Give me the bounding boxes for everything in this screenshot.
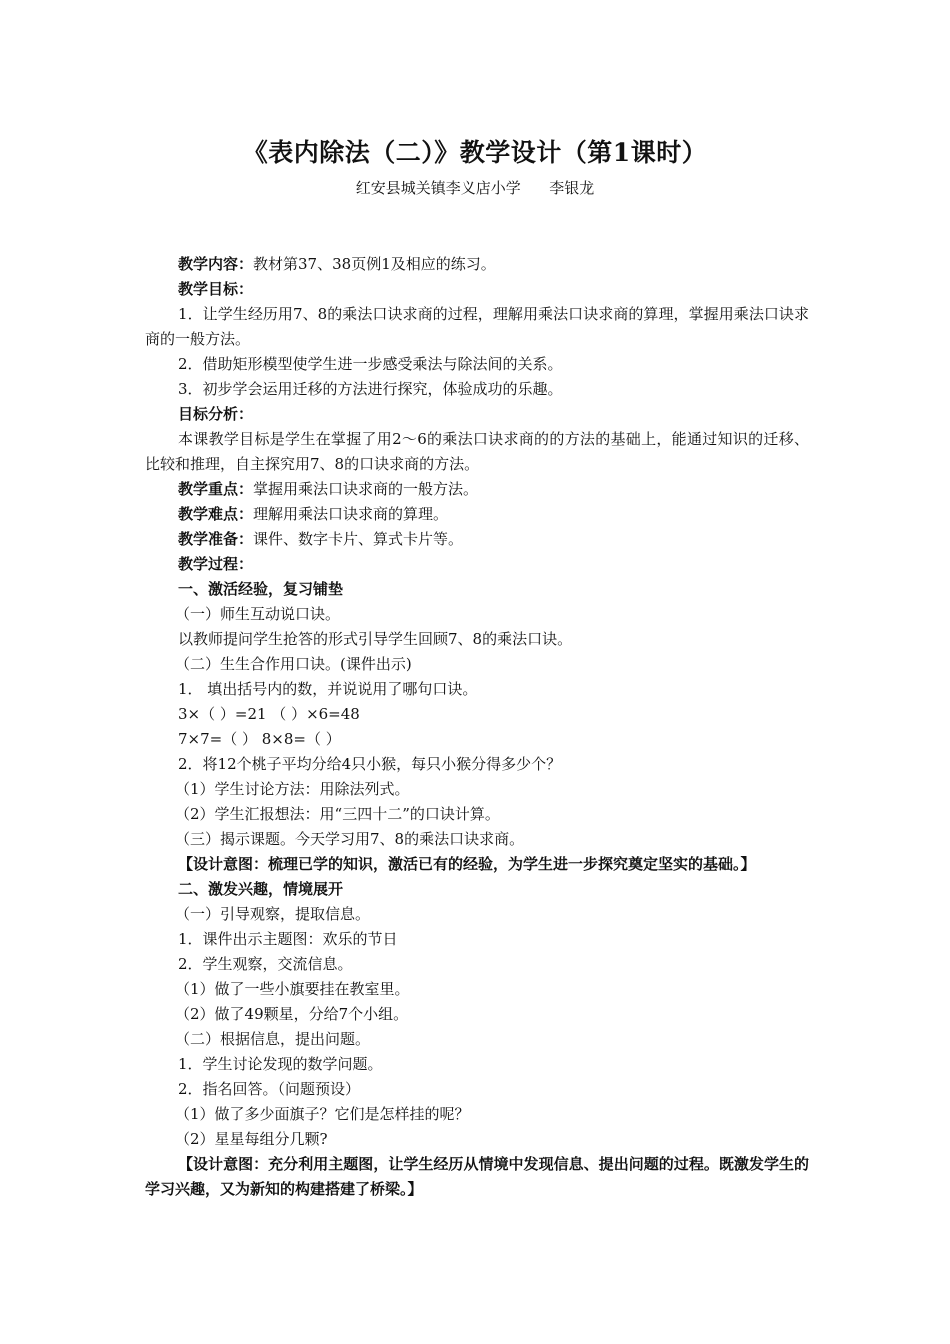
step-1-2: （二）生生合作用口诀。(课件出示): [175, 655, 412, 673]
difficulty-label: 教学难点：: [178, 505, 254, 523]
key-points-label: 教学重点：: [178, 480, 254, 498]
step-2-2-item-2: 2．指名回答。（问题预设）: [178, 1080, 361, 1098]
document-author: 红安县城关镇李义店小学 李银龙: [355, 179, 595, 197]
task-2-step-2: （2）学生汇报想法：用“三四十二”的口诀计算。: [175, 805, 500, 823]
step-1-1-text: 以教师提问学生抢答的形式引导学生回顾7、8的乘法口诀。: [178, 630, 573, 648]
step-2-2: （二）根据信息，提出问题。: [175, 1030, 371, 1048]
question-1: （1）做了多少面旗子？它们是怎样挂的呢？: [175, 1105, 470, 1123]
section-2-heading: 二、激发兴趣，情境展开: [178, 880, 344, 898]
step-2-1-item-2: 2．学生观察，交流信息。: [178, 955, 353, 973]
key-points-text: 掌握用乘法口诀求商的一般方法。: [253, 480, 479, 498]
question-2: （2）星星每组分几颗?: [175, 1130, 328, 1148]
task-2: 2．将12个桃子平均分给4只小猴，每只小猴分得多少个？: [178, 755, 562, 773]
task-1: 1． 填出括号内的数，并说说用了哪句口诀。: [178, 680, 478, 698]
info-2: （2）做了49颗星，分给7个小组。: [175, 1005, 409, 1023]
info-1: （1）做了一些小旗要挂在教室里。: [175, 980, 410, 998]
teaching-content-text: 教材第37、38页例1及相应的练习。: [253, 255, 496, 273]
design-intent-1: 【设计意图：梳理已学的知识，激活已有的经验，为学生进一步探究奠定坚实的基础。】: [178, 855, 756, 873]
preparation-line: [145, 527, 809, 552]
goal-1: 1．让学生经历用7、8的乘法口诀求商的过程，理解用乘法口诀求商的算理，掌握用乘法口诀求商的一般方法。: [145, 305, 809, 348]
section-1-heading: 一、激活经验，复习铺垫: [178, 580, 344, 598]
teaching-content-label: 教学内容：: [178, 255, 254, 273]
preparation-label: 教学准备：: [178, 530, 254, 548]
step-2-1: （一）引导观察，提取信息。: [175, 905, 371, 923]
difficulty-text: 理解用乘法口诀求商的算理。: [253, 505, 449, 523]
key-points-line: [145, 477, 809, 502]
equations-row-1: 3×（ ）=21 （ ）×6=48: [178, 705, 360, 723]
teaching-content-line: [145, 252, 809, 277]
step-1-3: （三）揭示课题。今天学习用7、8的乘法口诀求商。: [175, 830, 525, 848]
difficulty-line: [145, 502, 809, 527]
goal-analysis-heading: 目标分析：: [178, 405, 254, 423]
document-body: [145, 252, 809, 1202]
design-intent-2: 【设计意图：充分利用主题图，让学生经历从情境中发现信息、提出问题的过程。既激发学生的学习兴趣，又为新知的构建搭建了桥梁。】: [145, 1155, 809, 1198]
step-1-1: （一）师生互动说口诀。: [175, 605, 341, 623]
task-2-step-1: （1）学生讨论方法：用除法列式。: [175, 780, 410, 798]
teaching-goals-heading: 教学目标：: [178, 280, 254, 298]
goal-analysis-text: 本课教学目标是学生在掌握了用2～6的乘法口诀求商的的方法的基础上，能通过知识的迁移、比较和推理，自主探究用7、8的口诀求商的方法。: [145, 430, 809, 473]
step-2-2-item-1: 1．学生讨论发现的数学问题。: [178, 1055, 383, 1073]
goal-2: 2．借助矩形模型使学生进一步感受乘法与除法间的关系。: [178, 355, 563, 373]
goal-3: 3．初步学会运用迁移的方法进行探究，体验成功的乐趣。: [178, 380, 563, 398]
step-2-1-item-1: 1．课件出示主题图：欢乐的节日: [178, 930, 398, 948]
document-title: 《表内除法（二）》教学设计（第1课时）: [242, 138, 708, 167]
preparation-text: 课件、数字卡片、算式卡片等。: [253, 530, 464, 548]
equations-row-2: 7×7=（ ） 8×8=（ ）: [178, 730, 341, 748]
teaching-process-heading: 教学过程：: [178, 555, 254, 573]
